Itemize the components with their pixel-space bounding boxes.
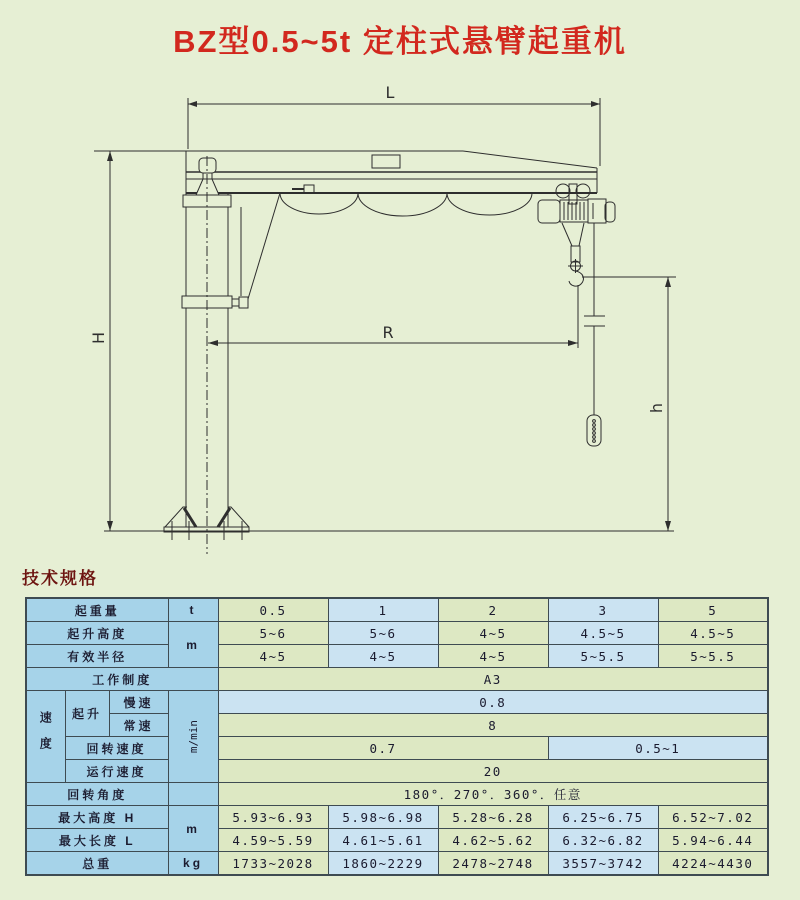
beam-top-plate xyxy=(372,155,400,168)
weight-label: 总重 xyxy=(26,852,168,876)
row-duty xyxy=(26,668,768,691)
row-radius xyxy=(26,645,768,668)
crane-column xyxy=(182,151,280,554)
speed-normal-label: 常速 xyxy=(109,714,168,737)
brace xyxy=(248,193,280,299)
row-slew-angle xyxy=(26,783,768,806)
electric-hoist xyxy=(538,184,615,286)
row-speed-slew xyxy=(26,737,768,760)
lift-height-4: 4.5~5 xyxy=(658,622,768,645)
lift-height-2: 4~5 xyxy=(438,622,548,645)
pendant-control xyxy=(584,223,605,446)
dim-label-h: h xyxy=(647,402,666,414)
lift-height-0: 5~6 xyxy=(218,622,328,645)
speed-unit-text: m/min xyxy=(186,719,200,754)
lift-height-1: 5~6 xyxy=(328,622,438,645)
capacity-unit: t xyxy=(168,598,218,622)
speed-slew-low: 0.7 xyxy=(218,737,548,760)
row-speed-slow xyxy=(26,691,768,714)
row-max-height xyxy=(26,806,768,829)
cable-clamp xyxy=(304,185,314,193)
max-height-4: 6.52~7.02 xyxy=(658,806,768,829)
radius-2: 4~5 xyxy=(438,645,548,668)
dim-label-R: R xyxy=(382,323,394,342)
lift-height-3: 4.5~5 xyxy=(548,622,658,645)
max-height-2: 5.28~6.28 xyxy=(438,806,548,829)
section-title: 技术规格 xyxy=(22,569,98,588)
row-capacity xyxy=(26,598,768,622)
hoist-motor xyxy=(588,199,606,223)
spec-table xyxy=(25,597,769,876)
dim-label-L: L xyxy=(385,83,395,102)
radius-4: 5~5.5 xyxy=(658,645,768,668)
radius-label: 有效半径 xyxy=(26,645,168,668)
max-height-1: 5.98~6.98 xyxy=(328,806,438,829)
page-title: BZ型0.5~5t 定柱式悬臂起重机 xyxy=(173,24,627,59)
weight-0: 1733~2028 xyxy=(218,852,328,876)
capacity-label: 起重量 xyxy=(26,598,168,622)
radius-3: 5~5.5 xyxy=(548,645,658,668)
jib-beam xyxy=(94,151,597,193)
row-speed-travel xyxy=(26,760,768,783)
weight-1: 1860~2229 xyxy=(328,852,438,876)
max-length-2: 4.62~5.62 xyxy=(438,829,548,852)
weight-4: 4224~4430 xyxy=(658,852,768,876)
max-length-label: 最大长度 L xyxy=(26,829,168,852)
max-height-unit: m xyxy=(168,806,218,852)
max-length-3: 6.32~6.82 xyxy=(548,829,658,852)
dimension-L xyxy=(188,83,600,166)
radius-0: 4~5 xyxy=(218,645,328,668)
lift-height-label: 起升高度 xyxy=(26,622,168,645)
dim-label-H: H xyxy=(89,331,108,345)
weight-unit: kg xyxy=(168,852,218,876)
slew-angle-value: 180°．270°．360°．任意 xyxy=(218,783,768,806)
max-length-0: 4.59~5.59 xyxy=(218,829,328,852)
festoon-cables xyxy=(280,193,532,216)
lift-height-unit: m xyxy=(168,622,218,668)
row-lift-height xyxy=(26,622,768,645)
duty-label: 工作制度 xyxy=(26,668,218,691)
row-max-length xyxy=(26,829,768,852)
speed-group-label xyxy=(26,691,65,783)
row-weight xyxy=(26,852,768,876)
radius-1: 4~5 xyxy=(328,645,438,668)
dimension-R xyxy=(208,285,578,348)
dimension-H xyxy=(89,151,113,531)
capacity-4: 5 xyxy=(658,598,768,622)
trolley-wheel xyxy=(576,184,590,198)
max-height-3: 6.25~6.75 xyxy=(548,806,658,829)
speed-normal-value: 8 xyxy=(218,714,768,737)
dimension-h xyxy=(582,277,676,531)
speed-lift-label: 起升 xyxy=(65,691,109,737)
weight-3: 3557~3742 xyxy=(548,852,658,876)
speed-travel-label: 运行速度 xyxy=(65,760,168,783)
capacity-3: 3 xyxy=(548,598,658,622)
speed-unit xyxy=(168,691,218,783)
slew-angle-unit-empty xyxy=(168,783,218,806)
column-base xyxy=(104,507,674,540)
speed-travel-value: 20 xyxy=(218,760,768,783)
slew-angle-label: 回转角度 xyxy=(26,783,168,806)
weight-2: 2478~2748 xyxy=(438,852,548,876)
max-height-0: 5.93~6.93 xyxy=(218,806,328,829)
max-length-1: 4.61~5.61 xyxy=(328,829,438,852)
speed-slew-high: 0.5~1 xyxy=(548,737,768,760)
row-speed-normal xyxy=(26,714,768,737)
capacity-0: 0.5 xyxy=(218,598,328,622)
max-height-label: 最大高度 H xyxy=(26,806,168,829)
capacity-2: 2 xyxy=(438,598,548,622)
speed-slow-label: 慢速 xyxy=(109,691,168,714)
speed-slew-label: 回转速度 xyxy=(65,737,168,760)
trolley-wheel xyxy=(556,184,570,198)
max-length-4: 5.94~6.44 xyxy=(658,829,768,852)
capacity-1: 1 xyxy=(328,598,438,622)
speed-group-label-text: 速度 xyxy=(38,710,53,763)
speed-slow-value: 0.8 xyxy=(218,691,768,714)
hook-icon xyxy=(569,271,583,286)
duty-value: A3 xyxy=(218,668,768,691)
